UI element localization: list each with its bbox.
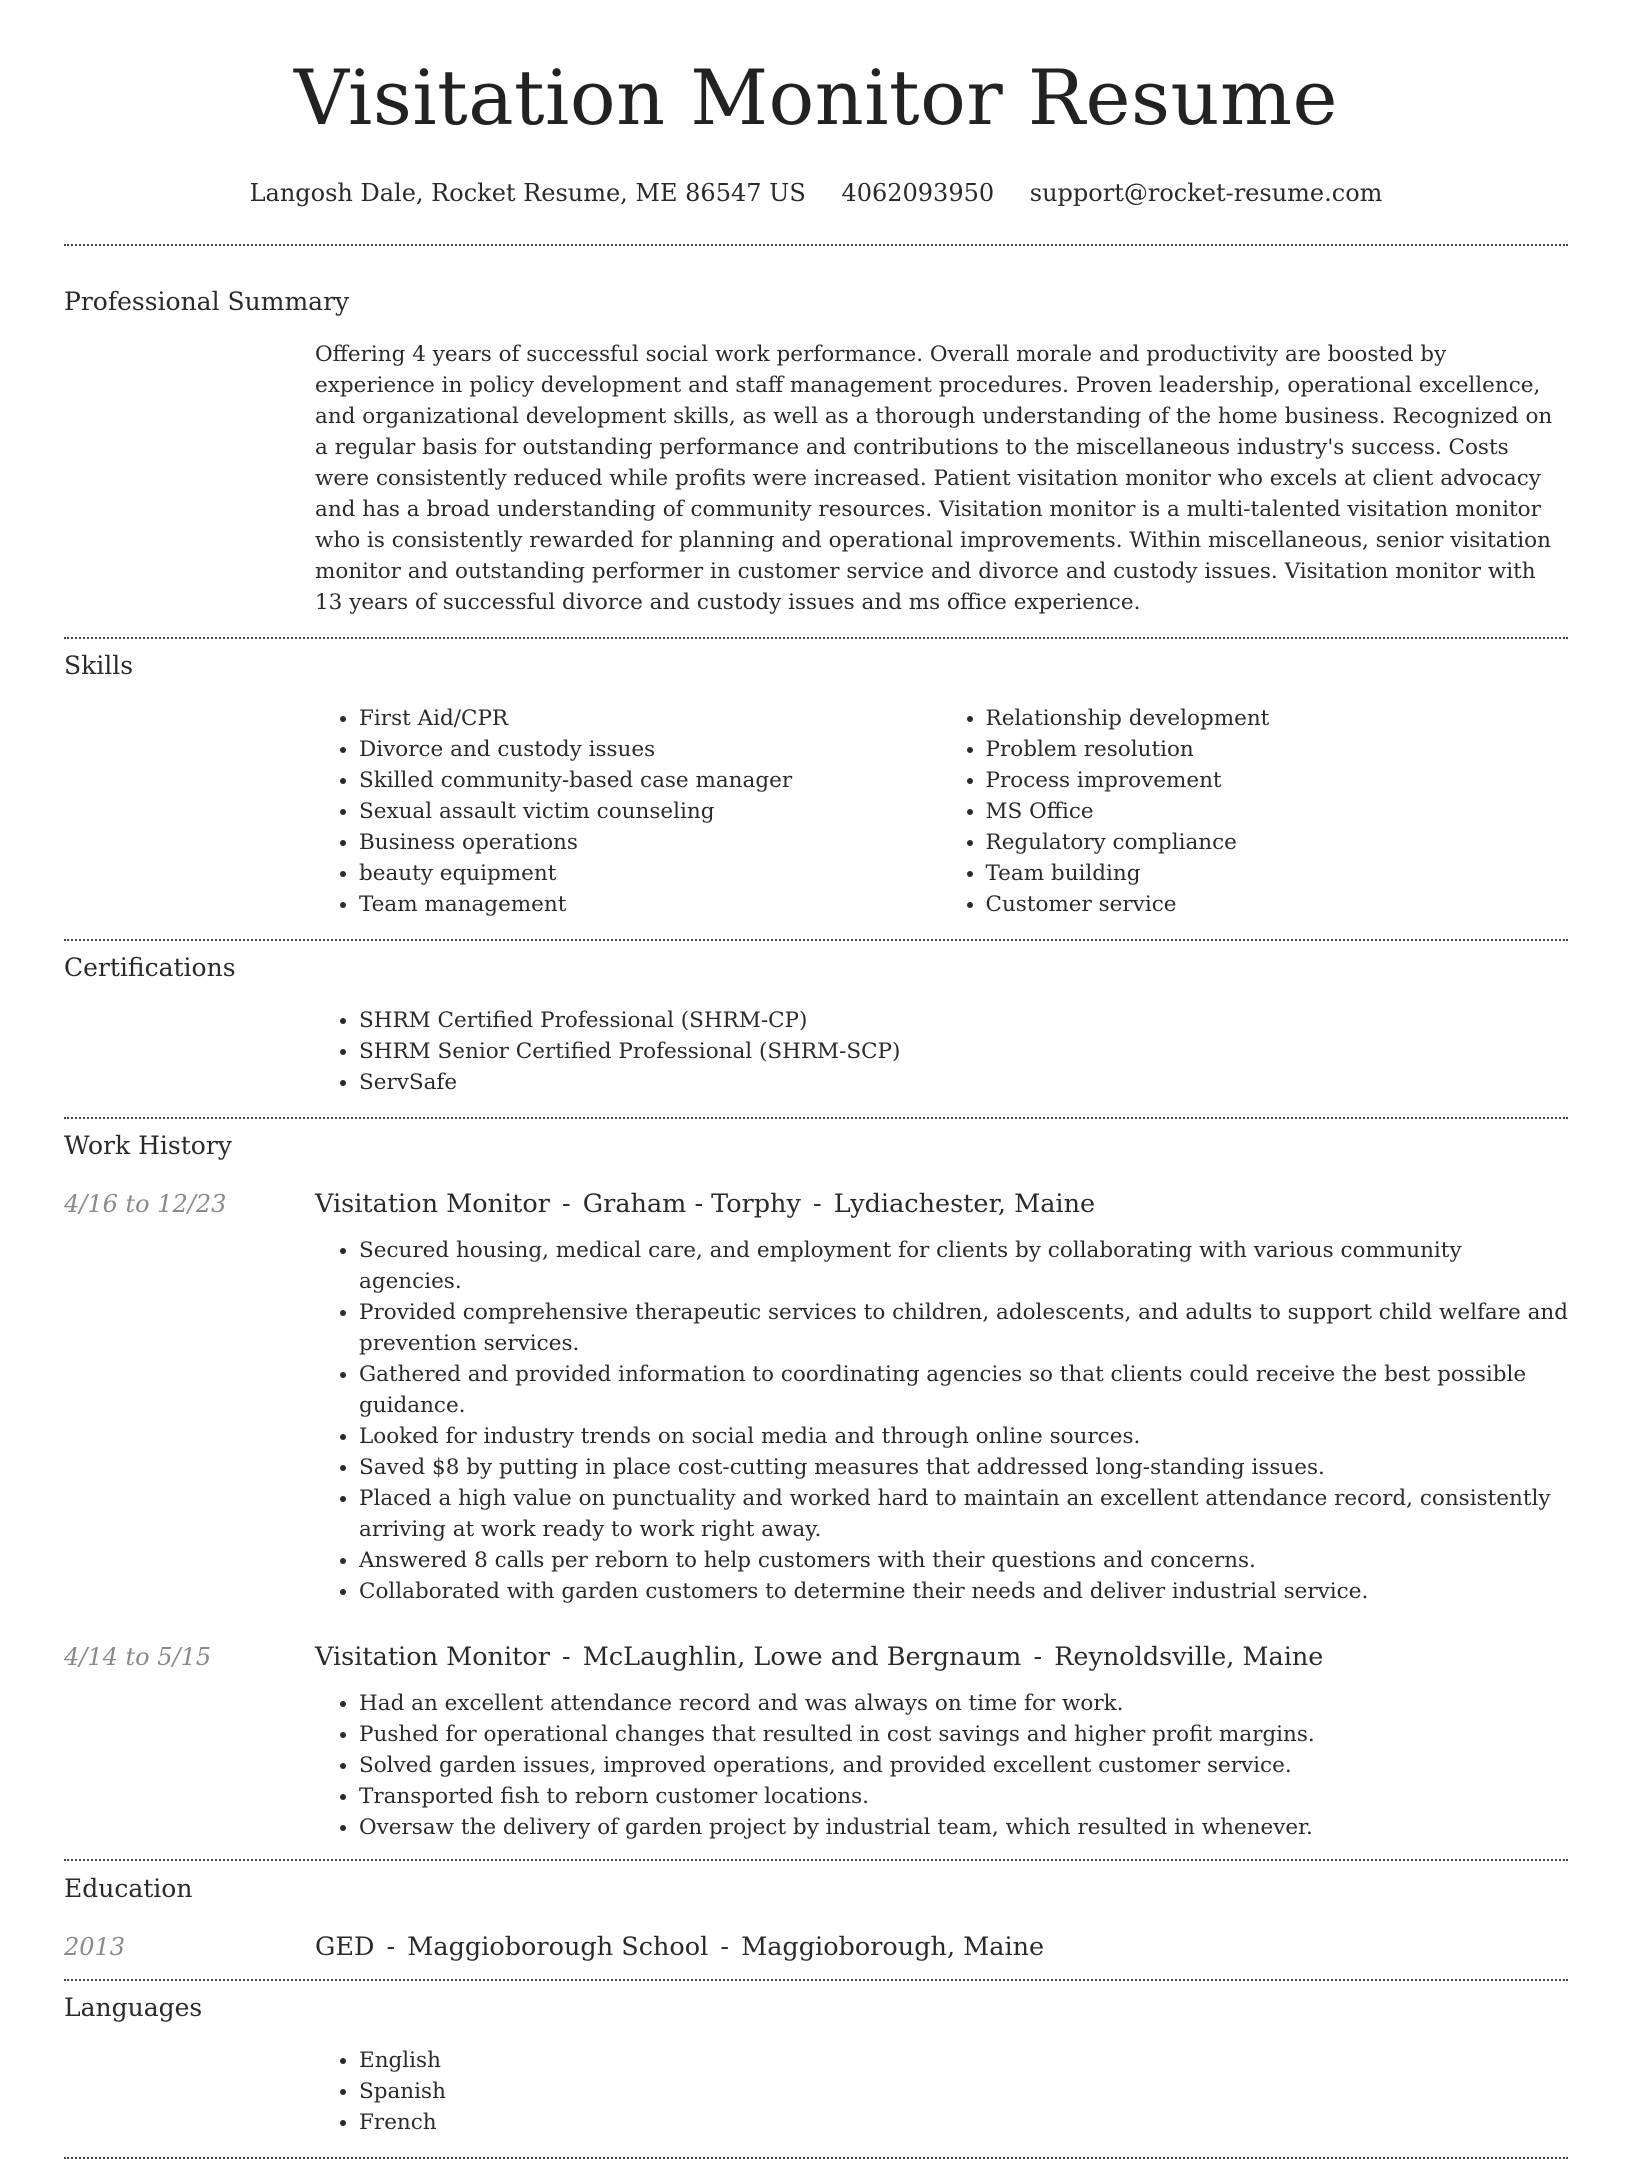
job-duty: • Secured housing, medical care, and employment for clients by collaborating with various community agencies. [359,1235,1568,1297]
job-duty: • Oversaw the delivery of garden project by industrial team, which resulted in whenever. [359,1812,1568,1843]
job-title: Visitation Monitor [315,1642,550,1672]
job-duty: • Answered 8 calls per reborn to help customers with their questions and concerns. [359,1545,1568,1576]
certification-item: • ServSafe [359,1067,1568,1098]
skills-column-right [942,703,1569,920]
job-title-line: Visitation Monitor - McLaughlin, Lowe and Bergnaum - Reynoldsville, Maine [315,1642,1324,1672]
contact-email: support@rocket-resume.com [1029,179,1383,207]
work-history-heading: Work History [64,1131,232,1160]
language-item: • English [359,2045,1568,2076]
contact-phone: 4062093950 [841,179,995,207]
job-duty: • Collaborated with garden customers to determine their needs and deliver industrial service. [359,1576,1568,1607]
skill-item: • Problem resolution [986,734,1569,765]
certification-item: • SHRM Senior Certified Professional (SHRM-SCP) [359,1036,1568,1067]
divider [64,637,1568,639]
skill-item: • Team building [986,858,1569,889]
job-dates: 4/14 to 5/15 [64,1643,212,1671]
job-dates: 4/16 to 12/23 [64,1190,227,1218]
education-degree: GED [315,1932,375,1962]
job-title-line: Visitation Monitor - Graham - Torphy - Lydiachester, Maine [315,1189,1096,1219]
divider [64,1117,1568,1119]
job-company: McLaughlin, Lowe and Bergnaum [582,1642,1022,1672]
job-duty: • Transported fish to reborn customer locations. [359,1781,1568,1812]
job-entry [64,1641,1568,1843]
job-duty: • Pushed for operational changes that resulted in cost savings and higher profit margins. [359,1719,1568,1750]
skill-item: • Team management [359,889,942,920]
skills-list [315,703,1568,920]
job-body [315,1641,1568,1843]
skill-item: • Skilled community-based case manager [359,765,942,796]
job-duty: • Solved garden issues, improved operations, and provided excellent customer service. [359,1750,1568,1781]
job-duty: • Gathered and provided information to coordinating agencies so that clients could receive the best possible guidance. [359,1359,1568,1421]
contact-address: Langosh Dale, Rocket Resume, ME 86547 US [249,179,806,207]
skill-item: • Regulatory compliance [986,827,1569,858]
job-location: Lydiachester, Maine [833,1189,1096,1219]
certifications-bullets [315,1005,1568,1098]
job-duty: • Provided comprehensive therapeutic services to children, adolescents, and adults to support child welfare and prevention services. [359,1297,1568,1359]
skill-item: • Relationship development [986,703,1569,734]
skills-heading: Skills [64,651,134,680]
job-duty: • Had an excellent attendance record and was always on time for work. [359,1688,1568,1719]
languages-bullets [315,2045,1568,2138]
job-title: Visitation Monitor [315,1189,550,1219]
skill-item: • Business operations [359,827,942,858]
skills-column-left [315,703,942,920]
job-company: Graham - Torphy [582,1189,801,1219]
languages-list [315,2045,1568,2138]
divider [64,1859,1568,1861]
skill-item: • Sexual assault victim counseling [359,796,942,827]
job-duty: • Looked for industry trends on social media and through online sources. [359,1421,1568,1452]
skill-item: • MS Office [986,796,1569,827]
education-entry [64,1931,1568,1963]
summary-body [315,339,1568,618]
skill-item: • Customer service [986,889,1569,920]
summary-heading: Professional Summary [64,287,350,316]
resume-page [64,0,1568,2159]
education-location: Maggioborough, Maine [741,1932,1045,1962]
job-location: Reynoldsville, Maine [1054,1642,1324,1672]
language-item: • French [359,2107,1568,2138]
education-date: 2013 [64,1933,126,1961]
skill-item: • beauty equipment [359,858,942,889]
skill-item: • Divorce and custody issues [359,734,942,765]
job-entry [64,1188,1568,1607]
education-line: GED - Maggioborough School - Maggioborough, Maine [315,1932,1045,1962]
certifications-list [315,1005,1568,1098]
resume-title: Visitation Monitor Resume [293,53,1339,142]
skill-item: • First Aid/CPR [359,703,942,734]
divider [64,939,1568,941]
education-school: Maggioborough School [407,1932,709,1962]
job-duties [315,1235,1568,1607]
divider [64,1979,1568,1981]
certifications-heading: Certifications [64,953,236,982]
contact-line [64,178,1568,208]
languages-heading: Languages [64,1993,203,2022]
education-heading: Education [64,1874,193,1903]
education-body [315,1931,1568,1963]
skill-item: • Process improvement [986,765,1569,796]
job-duty: • Placed a high value on punctuality and worked hard to maintain an excellent attendance record, consistently arriving at work ready to work right away. [359,1483,1568,1545]
divider [64,244,1568,246]
summary-text: Offering 4 years of successful social work performance. Overall morale and productivity are boosted by experience in policy development and staff management procedures. Proven leadership, operational excellence, and organizational development skills, as well as a thorough understanding of the home business. Recognized on a regular basis for outstanding performance and contributions to the miscellaneous industry's success. Costs were consistently reduced while profits were increased. Patient visitation monitor who excels at client advocacy and has a broad understanding of community resources. Visitation monitor is a multi-talented visitation monitor who is consistently rewarded for planning and operational improvements. Within miscellaneous, senior visitation monitor and outstanding performer in customer service and divorce and custody issues. Visitation monitor with 13 years of successful divorce and custody issues and ms office experience. [315,342,1553,615]
certification-item: • SHRM Certified Professional (SHRM-CP) [359,1005,1568,1036]
job-duty: • Saved $8 by putting in place cost-cutting measures that addressed long-standing issues. [359,1452,1568,1483]
job-body [315,1188,1568,1607]
job-duties [315,1688,1568,1843]
language-item: • Spanish [359,2076,1568,2107]
